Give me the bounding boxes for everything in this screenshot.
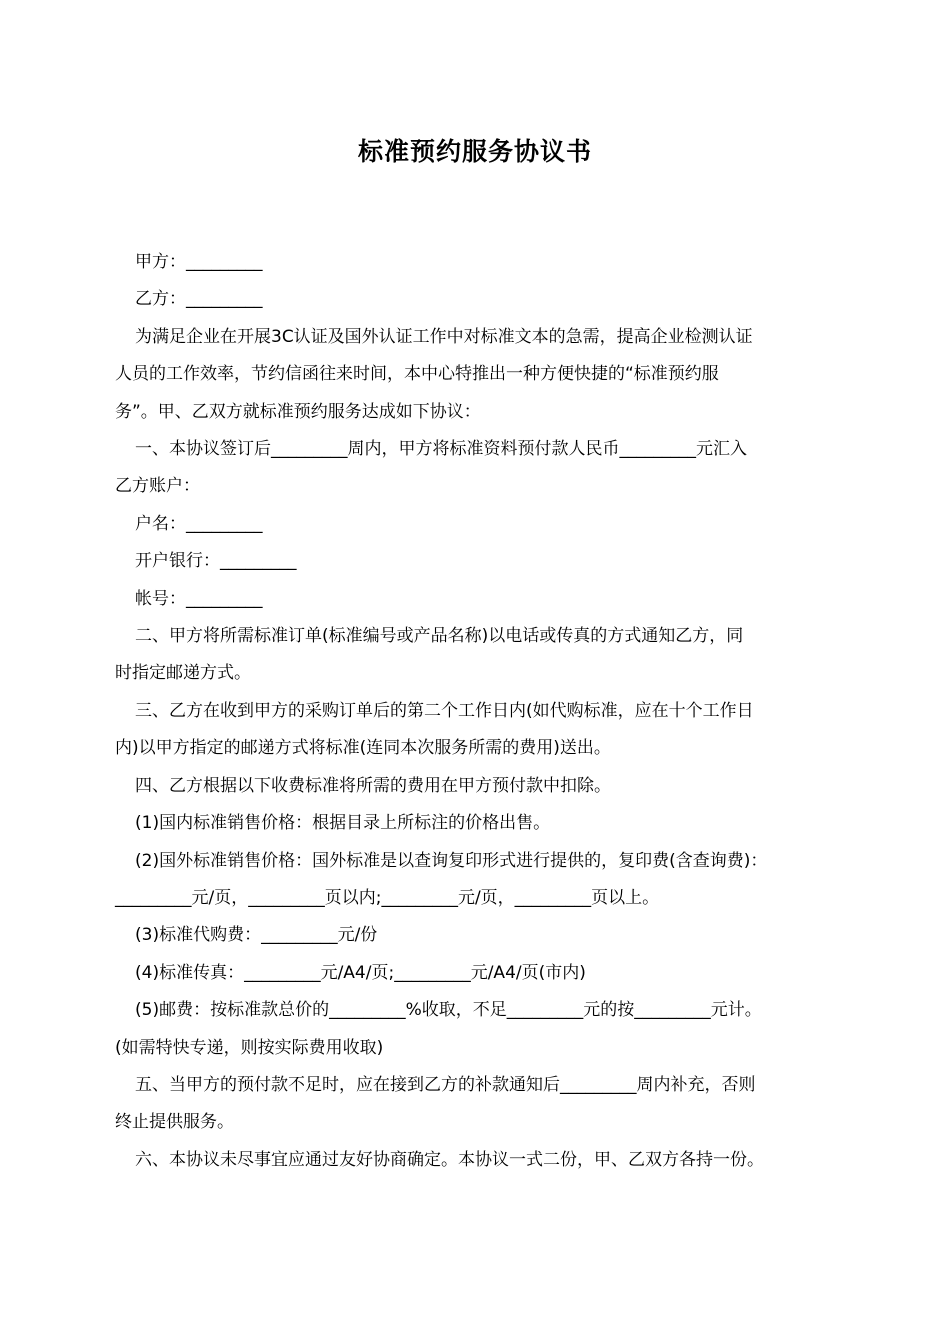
clause-2-line-1: 二、甲方将所需标准订单(标准编号或产品名称)以电话或传真的方式通知乙方，同: [135, 626, 744, 647]
fee-item-5-line-2: (如需特快专递，则按实际费用收取): [115, 1037, 384, 1058]
clause-6-line: 六、本协议未尽事宜应通过友好协商确定。本协议一式二份，甲、乙双方各持一份。: [135, 1149, 764, 1170]
document-title: 标准预约服务协议书: [357, 137, 592, 166]
intro-line-3: 务”。甲、乙双方就标准预约服务达成如下协议：: [115, 401, 481, 422]
fee-item-4: (4)标准传真：_________元/A4/页;_________元/A4/页(市内): [135, 962, 586, 983]
party-b-line: 乙方：_________: [135, 289, 263, 310]
fee-item-2-line-2: _________元/页，_________页以内;_________元/页，_________页以上。: [115, 887, 660, 908]
bank-line: 开户银行：_________: [135, 551, 297, 572]
account-name-line: 户名：_________: [135, 513, 263, 534]
clause-5-line-2: 终止提供服务。: [115, 1112, 234, 1133]
fee-item-3: (3)标准代购费：_________元/份: [135, 925, 378, 946]
intro-line-2: 人员的工作效率，节约信函往来时间，本中心特推出一种方便快捷的“标准预约服: [115, 364, 719, 385]
clause-5-line-1: 五、当甲方的预付款不足时，应在接到乙方的补款通知后_________周内补充，否则: [135, 1074, 756, 1095]
clause-3-line-1: 三、乙方在收到甲方的采购订单后的第二个工作日内(如代购标准，应在十个工作日: [135, 700, 754, 721]
clause-4-line: 四、乙方根据以下收费标准将所需的费用在甲方预付款中扣除。: [135, 775, 611, 796]
fee-item-2-line-1: (2)国外标准销售价格：国外标准是以查询复印形式进行提供的，复印费(含查询费)：: [135, 850, 768, 871]
account-number-line: 帐号：_________: [135, 588, 263, 609]
clause-1-line-2: 乙方账户：: [115, 476, 200, 497]
document-body: [115, 244, 840, 1179]
intro-line-1: 为满足企业在开展3C认证及国外认证工作中对标准文本的急需，提高企业检测认证: [135, 326, 753, 347]
clause-2-line-2: 时指定邮递方式。: [115, 663, 251, 684]
party-a-line: 甲方：_________: [135, 252, 263, 272]
clause-1-line-1: 一、本协议签订后_________周内，甲方将标准资料预付款人民币_________元汇入: [135, 439, 747, 460]
fee-item-1: (1)国内标准销售价格：根据目录上所标注的价格出售。: [135, 813, 551, 834]
fee-item-5-line-1: (5)邮费：按标准款总价的_________%收取，不足_________元的按_________元计。: [135, 1000, 762, 1021]
clause-3-line-2: 内)以甲方指定的邮递方式将标准(连同本次服务所需的费用)送出。: [115, 738, 611, 759]
